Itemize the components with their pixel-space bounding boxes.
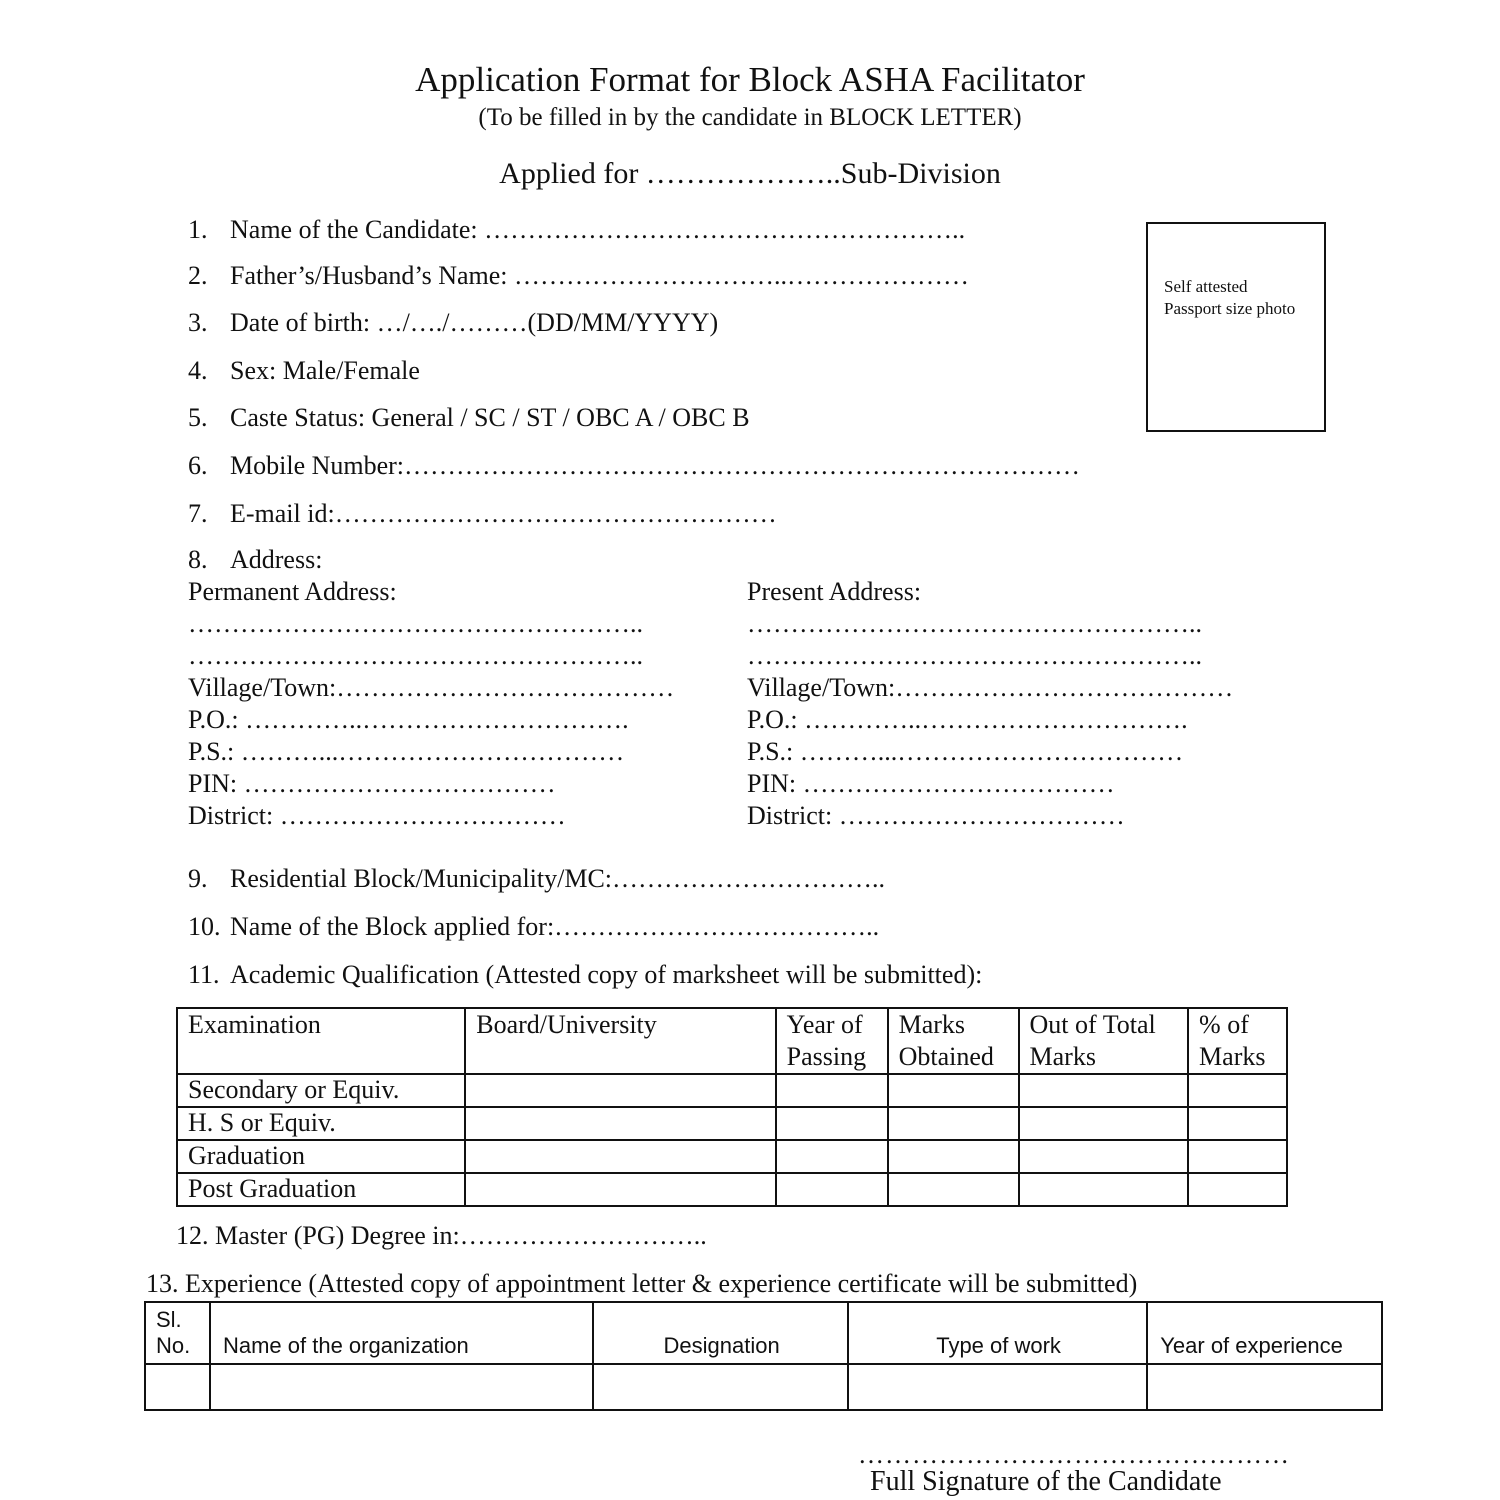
field-label: E-mail id:…………………………………………… bbox=[230, 499, 777, 528]
experience-table bbox=[144, 1301, 1383, 1411]
percent-cell[interactable] bbox=[1188, 1107, 1287, 1140]
type-of-work-cell[interactable] bbox=[848, 1364, 1147, 1410]
percent-cell[interactable] bbox=[1188, 1173, 1287, 1206]
column-header-board: Board/University bbox=[465, 1008, 775, 1074]
present-address-line-1[interactable]: …………………………………………….. bbox=[747, 609, 1202, 638]
percent-cell[interactable] bbox=[1188, 1074, 1287, 1107]
sl-no-cell[interactable] bbox=[145, 1364, 210, 1410]
master-degree-field[interactable]: 12. Master (PG) Degree in:……………………….. bbox=[176, 1221, 707, 1250]
table-row bbox=[177, 1107, 1287, 1140]
item-number: 11. bbox=[188, 960, 220, 989]
board-cell[interactable] bbox=[465, 1074, 775, 1107]
total-cell[interactable] bbox=[1019, 1107, 1189, 1140]
permanent-address-line-1[interactable]: …………………………………………….. bbox=[188, 609, 643, 638]
total-cell[interactable] bbox=[1019, 1074, 1189, 1107]
applied-for-subdivision-field[interactable]: Applied for ………………..Sub-Division bbox=[499, 157, 1001, 190]
present-address-line-2[interactable]: …………………………………………….. bbox=[747, 641, 1202, 670]
organization-cell[interactable] bbox=[210, 1364, 593, 1410]
field-label: Address: bbox=[230, 545, 323, 574]
year-cell[interactable] bbox=[776, 1140, 888, 1173]
block-applied-for-field[interactable] bbox=[188, 912, 879, 942]
field-label: Mobile Number:…………………………………………………………………… bbox=[230, 451, 1081, 480]
column-header-examination: Examination bbox=[177, 1008, 465, 1074]
item-number: 3. bbox=[188, 308, 208, 337]
email-field[interactable] bbox=[188, 499, 777, 529]
sex-field[interactable] bbox=[188, 356, 420, 386]
item-number: 2. bbox=[188, 261, 208, 290]
permanent-address-heading: Permanent Address: bbox=[188, 577, 397, 606]
table-header-row bbox=[177, 1008, 1287, 1074]
marks-cell[interactable] bbox=[888, 1173, 1019, 1206]
item-number: 6. bbox=[188, 451, 208, 480]
present-ps-field[interactable]: P.S.: ………...…………………………… bbox=[747, 737, 1184, 766]
column-header-year: Year of Passing bbox=[776, 1008, 888, 1074]
residential-block-field[interactable] bbox=[188, 864, 885, 894]
table-row bbox=[145, 1364, 1382, 1410]
present-address-section bbox=[747, 576, 1233, 832]
form-title: Application Format for Block ASHA Facilitator bbox=[415, 60, 1085, 99]
item-number: 1. bbox=[188, 215, 208, 244]
marks-cell[interactable] bbox=[888, 1074, 1019, 1107]
table-header-row bbox=[145, 1302, 1382, 1364]
field-label: Name of the Block applied for:……………………………….. bbox=[230, 912, 880, 941]
permanent-address-line-2[interactable]: …………………………………………….. bbox=[188, 641, 643, 670]
signature-label: Full Signature of the Candidate bbox=[870, 1466, 1222, 1497]
board-cell[interactable] bbox=[465, 1140, 775, 1173]
table-row bbox=[177, 1074, 1287, 1107]
item-number: 8. bbox=[188, 545, 208, 574]
table-row bbox=[177, 1173, 1287, 1206]
item-number: 7. bbox=[188, 499, 208, 528]
item-number: 9. bbox=[188, 864, 208, 893]
item-number: 4. bbox=[188, 356, 208, 385]
field-label: Sex: Male/Female bbox=[230, 356, 420, 385]
passport-photo-box bbox=[1146, 222, 1326, 432]
field-label: Father’s/Husband’s Name: …………………………..………………… bbox=[230, 261, 970, 290]
board-cell[interactable] bbox=[465, 1107, 775, 1140]
permanent-po-field[interactable]: P.O.: …………..…………………………. bbox=[188, 705, 629, 734]
caste-status-field[interactable] bbox=[188, 403, 750, 433]
mobile-number-field[interactable] bbox=[188, 451, 1080, 481]
table-row bbox=[177, 1140, 1287, 1173]
field-label: Name of the Candidate: ……………………………………………….. bbox=[230, 215, 966, 244]
address-heading bbox=[188, 545, 322, 575]
signature-line[interactable]: ………………………………………… bbox=[858, 1440, 1290, 1469]
field-label: Academic Qualification (Attested copy of marksheet will be submitted): bbox=[230, 960, 983, 989]
board-cell[interactable] bbox=[465, 1173, 775, 1206]
exam-cell: Graduation bbox=[177, 1140, 465, 1173]
field-label: Caste Status: General / SC / ST / OBC A / OBC B bbox=[230, 403, 750, 432]
exam-cell: H. S or Equiv. bbox=[177, 1107, 465, 1140]
permanent-pin-field[interactable]: PIN: ……………………………… bbox=[188, 769, 556, 798]
year-of-experience-cell[interactable] bbox=[1147, 1364, 1382, 1410]
permanent-village-field[interactable]: Village/Town:………………………………… bbox=[188, 673, 675, 702]
present-village-field[interactable]: Village/Town:………………………………… bbox=[747, 673, 1234, 702]
date-of-birth-field[interactable] bbox=[188, 308, 718, 338]
marks-cell[interactable] bbox=[888, 1107, 1019, 1140]
permanent-address-section bbox=[188, 576, 674, 832]
total-cell[interactable] bbox=[1019, 1140, 1189, 1173]
field-label: Residential Block/Municipality/MC:………………………….. bbox=[230, 864, 886, 893]
marks-cell[interactable] bbox=[888, 1140, 1019, 1173]
academic-qualification-heading bbox=[188, 960, 982, 990]
academic-qualification-table bbox=[176, 1007, 1288, 1207]
item-number: 5. bbox=[188, 403, 208, 432]
year-cell[interactable] bbox=[776, 1173, 888, 1206]
percent-cell[interactable] bbox=[1188, 1140, 1287, 1173]
total-cell[interactable] bbox=[1019, 1173, 1189, 1206]
column-header-sl-no: Sl. No. bbox=[145, 1302, 210, 1364]
column-header-marks: Marks Obtained bbox=[888, 1008, 1019, 1074]
year-cell[interactable] bbox=[776, 1107, 888, 1140]
exam-cell: Post Graduation bbox=[177, 1173, 465, 1206]
photo-box-label-2: Passport size photo bbox=[1164, 299, 1296, 318]
father-husband-name-field[interactable] bbox=[188, 261, 969, 291]
column-header-organization: Name of the organization bbox=[210, 1302, 593, 1364]
experience-heading: 13. Experience (Attested copy of appointment letter & experience certificate will be submitted) bbox=[146, 1269, 1138, 1298]
form-subtitle: (To be filled in by the candidate in BLOCK LETTER) bbox=[478, 104, 1022, 131]
present-address-heading: Present Address: bbox=[747, 577, 922, 606]
column-header-total: Out of Total Marks bbox=[1019, 1008, 1189, 1074]
present-district-field[interactable]: District: …………………………… bbox=[747, 801, 1125, 830]
column-header-year-of-experience: Year of experience bbox=[1147, 1302, 1382, 1364]
column-header-percent: % of Marks bbox=[1188, 1008, 1287, 1074]
exam-cell: Secondary or Equiv. bbox=[177, 1074, 465, 1107]
item-number: 10. bbox=[188, 912, 221, 941]
designation-cell[interactable] bbox=[593, 1364, 848, 1410]
column-header-type-of-work: Type of work bbox=[848, 1302, 1147, 1364]
permanent-ps-field[interactable]: P.S.: ………...…………………………… bbox=[188, 737, 625, 766]
photo-box-label-1: Self attested bbox=[1164, 277, 1248, 296]
column-header-designation: Designation bbox=[593, 1302, 848, 1364]
present-pin-field[interactable]: PIN: ……………………………… bbox=[747, 769, 1115, 798]
present-po-field[interactable]: P.O.: …………..…………………………. bbox=[747, 705, 1188, 734]
year-cell[interactable] bbox=[776, 1074, 888, 1107]
candidate-name-field[interactable] bbox=[188, 215, 965, 245]
permanent-district-field[interactable]: District: …………………………… bbox=[188, 801, 566, 830]
field-label: Date of birth: …/…./………(DD/MM/YYYY) bbox=[230, 308, 719, 337]
